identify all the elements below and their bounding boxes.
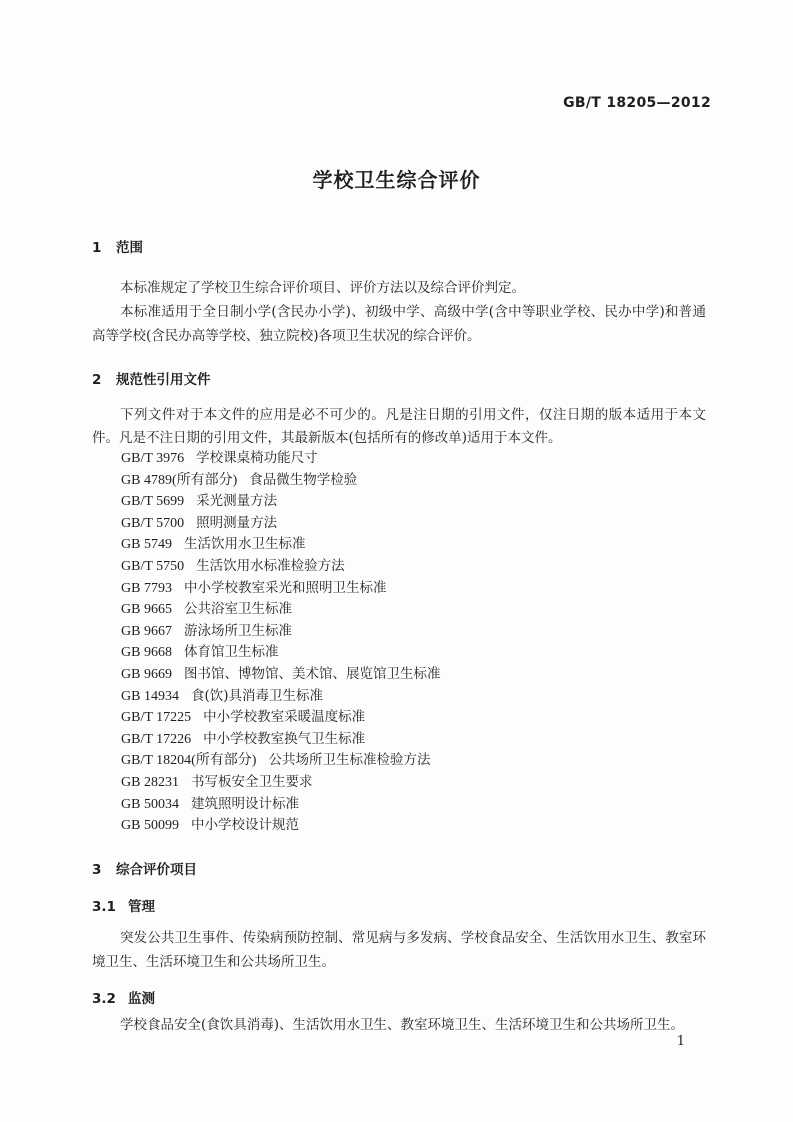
reference-code: GB 50099 xyxy=(121,818,179,834)
section-heading-normative-refs xyxy=(92,368,211,388)
section-title: 规范性引用文件 xyxy=(116,372,211,388)
reference-item xyxy=(121,534,440,556)
reference-code: GB 9669 xyxy=(121,666,172,682)
document-title: 学校卫生综合评价 xyxy=(312,168,481,192)
scope-paragraph-1: 本标准规定了学校卫生综合评价项目、评价方法以及综合评价判定。 xyxy=(120,280,525,296)
section-number: 1 xyxy=(92,240,102,256)
reference-code: GB 14934 xyxy=(121,688,179,704)
reference-title: 学校课桌椅功能尺寸 xyxy=(196,450,318,466)
reference-code: GB 4789(所有部分) xyxy=(121,472,238,488)
monitoring-paragraph: 学校食品安全(食饮具消毒)、生活饮用水卫生、教室环境卫生、生活环境卫生和公共场所卫生。 xyxy=(120,1017,685,1033)
section-number: 2 xyxy=(92,372,102,388)
reference-title: 公共场所卫生标准检验方法 xyxy=(268,752,431,769)
scope-paragraph-2: 本标准适用于全日制小学(含民办小学)、初级中学、高级中学(含中等职业学校、民办中学)和普通高等学校(含民办高等学校、独立院校)各项卫生状况的综合评价。 xyxy=(92,304,706,344)
subsection-title: 监测 xyxy=(128,991,155,1007)
reference-item xyxy=(121,556,440,578)
management-paragraph: 突发公共卫生事件、传染病预防控制、常见病与多发病、学校食品安全、生活饮用水卫生、教室环境卫生、生活环境卫生和公共场所卫生。 xyxy=(92,930,706,970)
reference-title: 生活饮用水卫生标准 xyxy=(183,536,306,553)
reference-title: 中小学校教室换气卫生标准 xyxy=(203,730,366,747)
subsection-heading-monitoring xyxy=(92,987,155,1007)
reference-title: 生活饮用水标准检验方法 xyxy=(196,557,345,574)
reference-item xyxy=(121,642,440,664)
reference-title: 采光测量方法 xyxy=(196,493,278,510)
reference-item xyxy=(121,664,440,686)
reference-item xyxy=(121,686,440,708)
reference-item xyxy=(121,729,440,751)
reference-title: 建筑照明设计标准 xyxy=(190,795,299,812)
section-title: 范围 xyxy=(116,240,143,256)
reference-item xyxy=(121,448,440,470)
reference-item xyxy=(121,794,440,816)
reference-list xyxy=(121,448,440,837)
reference-item xyxy=(121,815,440,837)
reference-code: GB 7793 xyxy=(121,580,172,596)
reference-item xyxy=(121,772,440,794)
reference-code: GB/T 3976 xyxy=(121,451,185,466)
reference-code: GB/T 18204(所有部分) xyxy=(121,753,257,769)
reference-item xyxy=(121,621,440,643)
reference-code: GB 28231 xyxy=(121,774,179,790)
reference-code: GB 9668 xyxy=(121,645,172,661)
reference-item xyxy=(121,491,440,513)
reference-item xyxy=(121,578,440,600)
reference-title: 照明测量方法 xyxy=(196,514,278,531)
standard-code: GB/T 18205—2012 xyxy=(563,95,711,111)
reference-title: 体育馆卫生标准 xyxy=(183,644,279,661)
reference-item xyxy=(121,513,440,535)
reference-title: 公共浴室卫生标准 xyxy=(183,601,292,618)
subsection-number: 3.2 xyxy=(92,991,116,1007)
reference-title: 中小学校教室采暖温度标准 xyxy=(203,709,366,726)
reference-title: 图书馆、博物馆、美术馆、展览馆卫生标准 xyxy=(183,665,441,682)
normative-refs-intro: 下列文件对于本文件的应用是必不可少的。凡是注日期的引用文件，仅注日期的版本适用于本文件。凡是不注日期的引用文件，其最新版本(包括所有的修改单)适用于本文件。 xyxy=(92,407,706,446)
subsection-title: 管理 xyxy=(128,899,155,915)
reference-item xyxy=(121,599,440,621)
reference-code: GB 9665 xyxy=(121,602,172,618)
reference-title: 书写板安全卫生要求 xyxy=(190,773,313,790)
section-heading-evaluation-items xyxy=(92,858,197,878)
reference-title: 中小学校教室采光和照明卫生标准 xyxy=(183,579,387,596)
reference-title: 食品微生物学检验 xyxy=(249,471,358,488)
section-number: 3 xyxy=(92,862,102,878)
reference-code: GB 5749 xyxy=(121,537,172,553)
reference-item xyxy=(121,470,440,492)
page-number: 1 xyxy=(676,1034,685,1049)
reference-code: GB/T 17225 xyxy=(121,710,192,726)
reference-code: GB 50034 xyxy=(121,796,179,812)
reference-code: GB/T 5699 xyxy=(121,494,185,510)
reference-title: 中小学校设计规范 xyxy=(190,817,299,834)
reference-code: GB/T 5750 xyxy=(121,558,185,574)
reference-code: GB 9667 xyxy=(121,623,172,639)
subsection-number: 3.1 xyxy=(92,899,116,915)
reference-item xyxy=(121,750,440,772)
subsection-heading-management xyxy=(92,895,155,915)
reference-title: 游泳场所卫生标准 xyxy=(183,622,292,639)
section-heading-scope xyxy=(92,236,143,256)
section-title: 综合评价项目 xyxy=(116,862,197,878)
reference-item xyxy=(121,707,440,729)
reference-title: 食(饮)具消毒卫生标准 xyxy=(190,687,323,704)
reference-code: GB/T 17226 xyxy=(121,731,192,747)
reference-code: GB/T 5700 xyxy=(121,515,185,531)
